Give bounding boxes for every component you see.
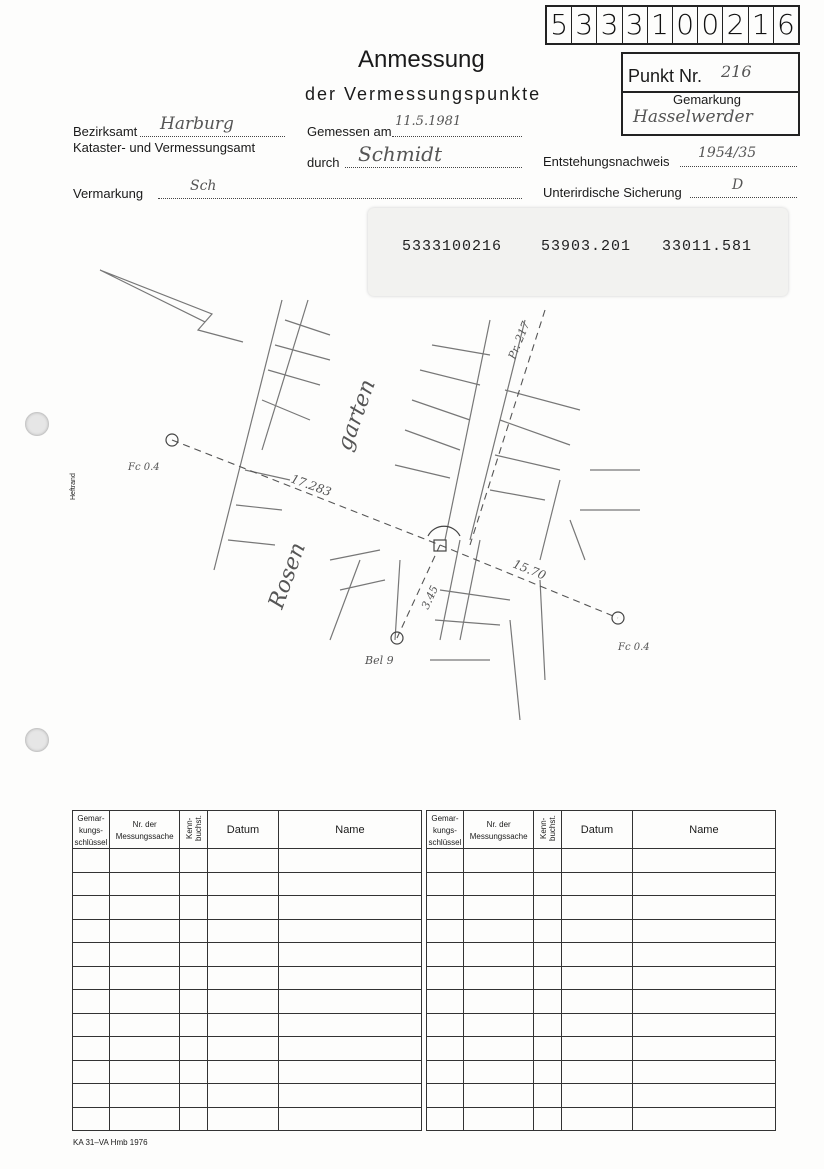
table-cell[interactable] [208, 1060, 279, 1084]
table-cell[interactable] [180, 872, 208, 896]
table-cell[interactable] [278, 1037, 421, 1061]
vermarkung-label: Vermarkung [73, 186, 144, 201]
id-digit: 6 [777, 8, 795, 41]
table-cell[interactable] [208, 990, 279, 1014]
table-header-label: Kenn-buchst. [184, 815, 203, 841]
bezirksamt-value: Harburg [160, 114, 234, 134]
table-cell[interactable] [562, 849, 633, 873]
table-cell[interactable] [73, 896, 110, 920]
table-cell[interactable] [632, 1107, 775, 1131]
table-cell[interactable] [463, 1084, 534, 1108]
table-cell[interactable] [73, 1084, 110, 1108]
table-header-label: Gemar-kungs-schlüssel [428, 813, 462, 847]
table-header-label: Datum [226, 823, 260, 836]
table-cell[interactable] [278, 919, 421, 943]
table-cell[interactable] [562, 966, 633, 990]
heftrand-label: Heftrand [70, 473, 77, 500]
table-cell[interactable] [534, 896, 562, 920]
table-cell[interactable] [463, 966, 534, 990]
table-header-label: Name [335, 823, 365, 836]
table-header-label: Nr. der Messungssache [469, 819, 528, 841]
table-row [427, 1060, 776, 1084]
table-header-cell [278, 811, 421, 849]
table-cell[interactable] [208, 966, 279, 990]
reference-point-label: Pr. 217 [505, 319, 533, 362]
table-cell[interactable] [534, 1037, 562, 1061]
measurement-table-left [72, 810, 422, 1131]
table-cell[interactable] [427, 1084, 464, 1108]
table-cell[interactable] [632, 896, 775, 920]
table-cell[interactable] [427, 849, 464, 873]
table-cell[interactable] [534, 943, 562, 967]
punkt-value: 216 [721, 62, 752, 81]
table-cell[interactable] [278, 1060, 421, 1084]
table-cell[interactable] [208, 1013, 279, 1037]
table-cell[interactable] [562, 943, 633, 967]
table-cell[interactable] [427, 943, 464, 967]
table-row [427, 896, 776, 920]
stamp-northing: 33011.581 [662, 238, 753, 255]
table-cell[interactable] [463, 943, 534, 967]
table-header-cell [73, 811, 110, 849]
table-row [427, 1084, 776, 1108]
table-cell[interactable] [463, 1060, 534, 1084]
table-cell[interactable] [534, 1107, 562, 1131]
table-cell[interactable] [562, 1107, 633, 1131]
table-header-label: Kenn-buchst. [538, 815, 557, 841]
table-cell[interactable] [278, 872, 421, 896]
form-subtitle: der Vermessungspunkte [305, 84, 542, 104]
table-cell[interactable] [73, 1013, 110, 1037]
table-cell[interactable] [180, 990, 208, 1014]
table-cell[interactable] [208, 1037, 279, 1061]
table-cell[interactable] [534, 966, 562, 990]
table-cell[interactable] [632, 1013, 775, 1037]
table-cell[interactable] [562, 919, 633, 943]
entstehung-label: Entstehungsnachweis [543, 154, 670, 169]
measurement-table-right [426, 810, 776, 1131]
measure-line-left [172, 440, 440, 545]
table-cell[interactable] [73, 849, 110, 873]
table-cell[interactable] [109, 1013, 180, 1037]
table-cell[interactable] [427, 1107, 464, 1131]
table-cell[interactable] [562, 1084, 633, 1108]
table-cell[interactable] [632, 1060, 775, 1084]
table-cell[interactable] [109, 919, 180, 943]
table-row [427, 1107, 776, 1131]
table-cell[interactable] [562, 872, 633, 896]
marker-right-label: Fc 0.4 [618, 642, 650, 653]
table-cell[interactable] [463, 1037, 534, 1061]
table-cell[interactable] [180, 1037, 208, 1061]
table-cell[interactable] [180, 1060, 208, 1084]
table-row [427, 849, 776, 873]
table-cell[interactable] [632, 1037, 775, 1061]
table-cell[interactable] [463, 919, 534, 943]
table-cell[interactable] [208, 1107, 279, 1131]
table-row [73, 1060, 422, 1084]
street-label-rosen: Rosen [264, 539, 311, 613]
table-cell[interactable] [534, 990, 562, 1014]
table-header-cell [208, 811, 279, 849]
table-cell[interactable] [427, 919, 464, 943]
table-cell[interactable] [73, 943, 110, 967]
table-cell[interactable] [562, 1037, 633, 1061]
distance-right-label: 15.70 [510, 556, 548, 583]
id-digit: 5 [547, 7, 572, 43]
gemessen-value: 11.5.1981 [395, 114, 462, 129]
table-row [73, 872, 422, 896]
table-row [73, 943, 422, 967]
street-label-garten: garten [332, 376, 381, 455]
table-cell[interactable] [109, 896, 180, 920]
id-digit: 1 [749, 7, 774, 43]
table-cell[interactable] [632, 966, 775, 990]
table-cell[interactable] [208, 943, 279, 967]
table-header-label: Name [689, 823, 719, 836]
table-cell[interactable] [208, 919, 279, 943]
table-cell[interactable] [463, 1013, 534, 1037]
table-cell[interactable] [208, 849, 279, 873]
durch-value: Schmidt [358, 142, 442, 166]
table-cell[interactable] [109, 872, 180, 896]
table-header-cell [632, 811, 775, 849]
table-header-label: Gemar-kungs-schlüssel [74, 813, 108, 847]
table-cell[interactable] [534, 872, 562, 896]
id-digit: 1 [648, 7, 673, 43]
table-cell[interactable] [463, 990, 534, 1014]
id-digit: 3 [623, 7, 648, 43]
table-row [427, 943, 776, 967]
table-row [73, 966, 422, 990]
table-cell[interactable] [180, 896, 208, 920]
table-cell[interactable] [109, 966, 180, 990]
table-cell[interactable] [278, 896, 421, 920]
table-cell[interactable] [427, 966, 464, 990]
table-cell[interactable] [632, 849, 775, 873]
table-cell[interactable] [73, 1037, 110, 1061]
table-header-cell [180, 811, 208, 849]
table-cell[interactable] [534, 849, 562, 873]
table-cell[interactable] [73, 990, 110, 1014]
table-cell[interactable] [278, 966, 421, 990]
table-cell[interactable] [73, 919, 110, 943]
table-cell[interactable] [463, 1107, 534, 1131]
stamp-point-id: 5333100216 [402, 238, 503, 255]
distance-left-label: 17.283 [288, 471, 334, 500]
table-cell[interactable] [180, 943, 208, 967]
table-cell[interactable] [632, 1084, 775, 1108]
table-cell[interactable] [534, 1084, 562, 1108]
north-arrow-icon [100, 270, 243, 342]
table-cell[interactable] [632, 872, 775, 896]
table-cell[interactable] [278, 943, 421, 967]
form-title: Anmessung [358, 46, 485, 73]
table-header-cell [109, 811, 180, 849]
table-row [73, 990, 422, 1014]
gemessen-label: Gemessen am [307, 124, 392, 139]
table-cell[interactable] [427, 872, 464, 896]
form-code: KA 31–VA Hmb 1976 [73, 1138, 148, 1147]
table-cell[interactable] [427, 1037, 464, 1061]
durch-label: durch [307, 155, 340, 170]
table-cell[interactable] [278, 1013, 421, 1037]
table-cell[interactable] [534, 1013, 562, 1037]
table-cell[interactable] [427, 1013, 464, 1037]
table-cell[interactable] [463, 849, 534, 873]
table-cell[interactable] [562, 1013, 633, 1037]
table-cell[interactable] [562, 990, 633, 1014]
table-cell[interactable] [278, 1084, 421, 1108]
table-cell[interactable] [208, 1084, 279, 1108]
table-row [427, 1013, 776, 1037]
unterirdisch-label: Unterirdische Sicherung [543, 185, 682, 200]
table-cell[interactable] [109, 1107, 180, 1131]
gemarkung-label: Gemarkung [673, 92, 741, 107]
table-cell[interactable] [632, 990, 775, 1014]
table-cell[interactable] [180, 1107, 208, 1131]
table-cell[interactable] [534, 919, 562, 943]
unterirdisch-value: D [732, 177, 744, 193]
table-header-label: Nr. der Messungssache [115, 819, 174, 841]
table-cell[interactable] [208, 872, 279, 896]
table-cell[interactable] [180, 849, 208, 873]
table-cell[interactable] [427, 990, 464, 1014]
distance-down-label: 3.45 [418, 583, 442, 612]
table-row [73, 1013, 422, 1037]
table-row [427, 919, 776, 943]
table-cell[interactable] [180, 1084, 208, 1108]
table-row [427, 1037, 776, 1061]
table-row [427, 966, 776, 990]
table-cell[interactable] [109, 1060, 180, 1084]
table-cell[interactable] [208, 896, 279, 920]
stamp-easting: 53903.201 [541, 238, 632, 255]
table-header-cell [463, 811, 534, 849]
id-digit: 0 [698, 7, 723, 43]
table-cell[interactable] [73, 872, 110, 896]
entstehung-value: 1954/35 [698, 145, 757, 161]
table-cell[interactable] [534, 1060, 562, 1084]
id-digit: 3 [572, 7, 597, 43]
table-cell[interactable] [180, 966, 208, 990]
id-digit: 2 [723, 7, 748, 43]
table-cell[interactable] [109, 849, 180, 873]
table-cell[interactable] [278, 849, 421, 873]
table-row [73, 849, 422, 873]
table-row [73, 919, 422, 943]
table-header-cell [534, 811, 562, 849]
table-cell[interactable] [73, 966, 110, 990]
table-cell[interactable] [562, 1060, 633, 1084]
table-cell[interactable] [109, 1037, 180, 1061]
marker-left-label: Fc 0.4 [128, 462, 160, 473]
table-cell[interactable] [73, 1060, 110, 1084]
table-header-label: Datum [580, 823, 614, 836]
table-cell[interactable] [463, 896, 534, 920]
table-header-cell [562, 811, 633, 849]
table-cell[interactable] [180, 1013, 208, 1037]
table-row [427, 872, 776, 896]
table-cell[interactable] [278, 990, 421, 1014]
table-row [427, 990, 776, 1014]
table-cell[interactable] [109, 1084, 180, 1108]
id-digit: 3 [597, 7, 622, 43]
table-row [73, 1107, 422, 1131]
table-cell[interactable] [109, 943, 180, 967]
table-cell[interactable] [632, 943, 775, 967]
table-cell[interactable] [427, 896, 464, 920]
bezirksamt-label: Bezirksamt [73, 124, 138, 139]
table-row [73, 896, 422, 920]
table-cell[interactable] [427, 1060, 464, 1084]
table-cell[interactable] [562, 896, 633, 920]
table-cell[interactable] [180, 919, 208, 943]
table-cell[interactable] [73, 1107, 110, 1131]
table-cell[interactable] [632, 919, 775, 943]
table-cell[interactable] [463, 872, 534, 896]
gemarkung-value: Hasselwerder [633, 107, 753, 127]
table-header-cell [427, 811, 464, 849]
table-cell[interactable] [278, 1107, 421, 1131]
table-row [73, 1037, 422, 1061]
table-cell[interactable] [109, 990, 180, 1014]
punkt-label: Punkt Nr. [628, 66, 703, 86]
measure-line-up [470, 310, 545, 545]
table-row [73, 1084, 422, 1108]
id-digit: 0 [673, 7, 698, 43]
kataster-label: Kataster- und Vermessungsamt [73, 140, 256, 155]
vermarkung-value: Sch [190, 178, 217, 194]
bel-label: Bel 9 [365, 654, 394, 667]
